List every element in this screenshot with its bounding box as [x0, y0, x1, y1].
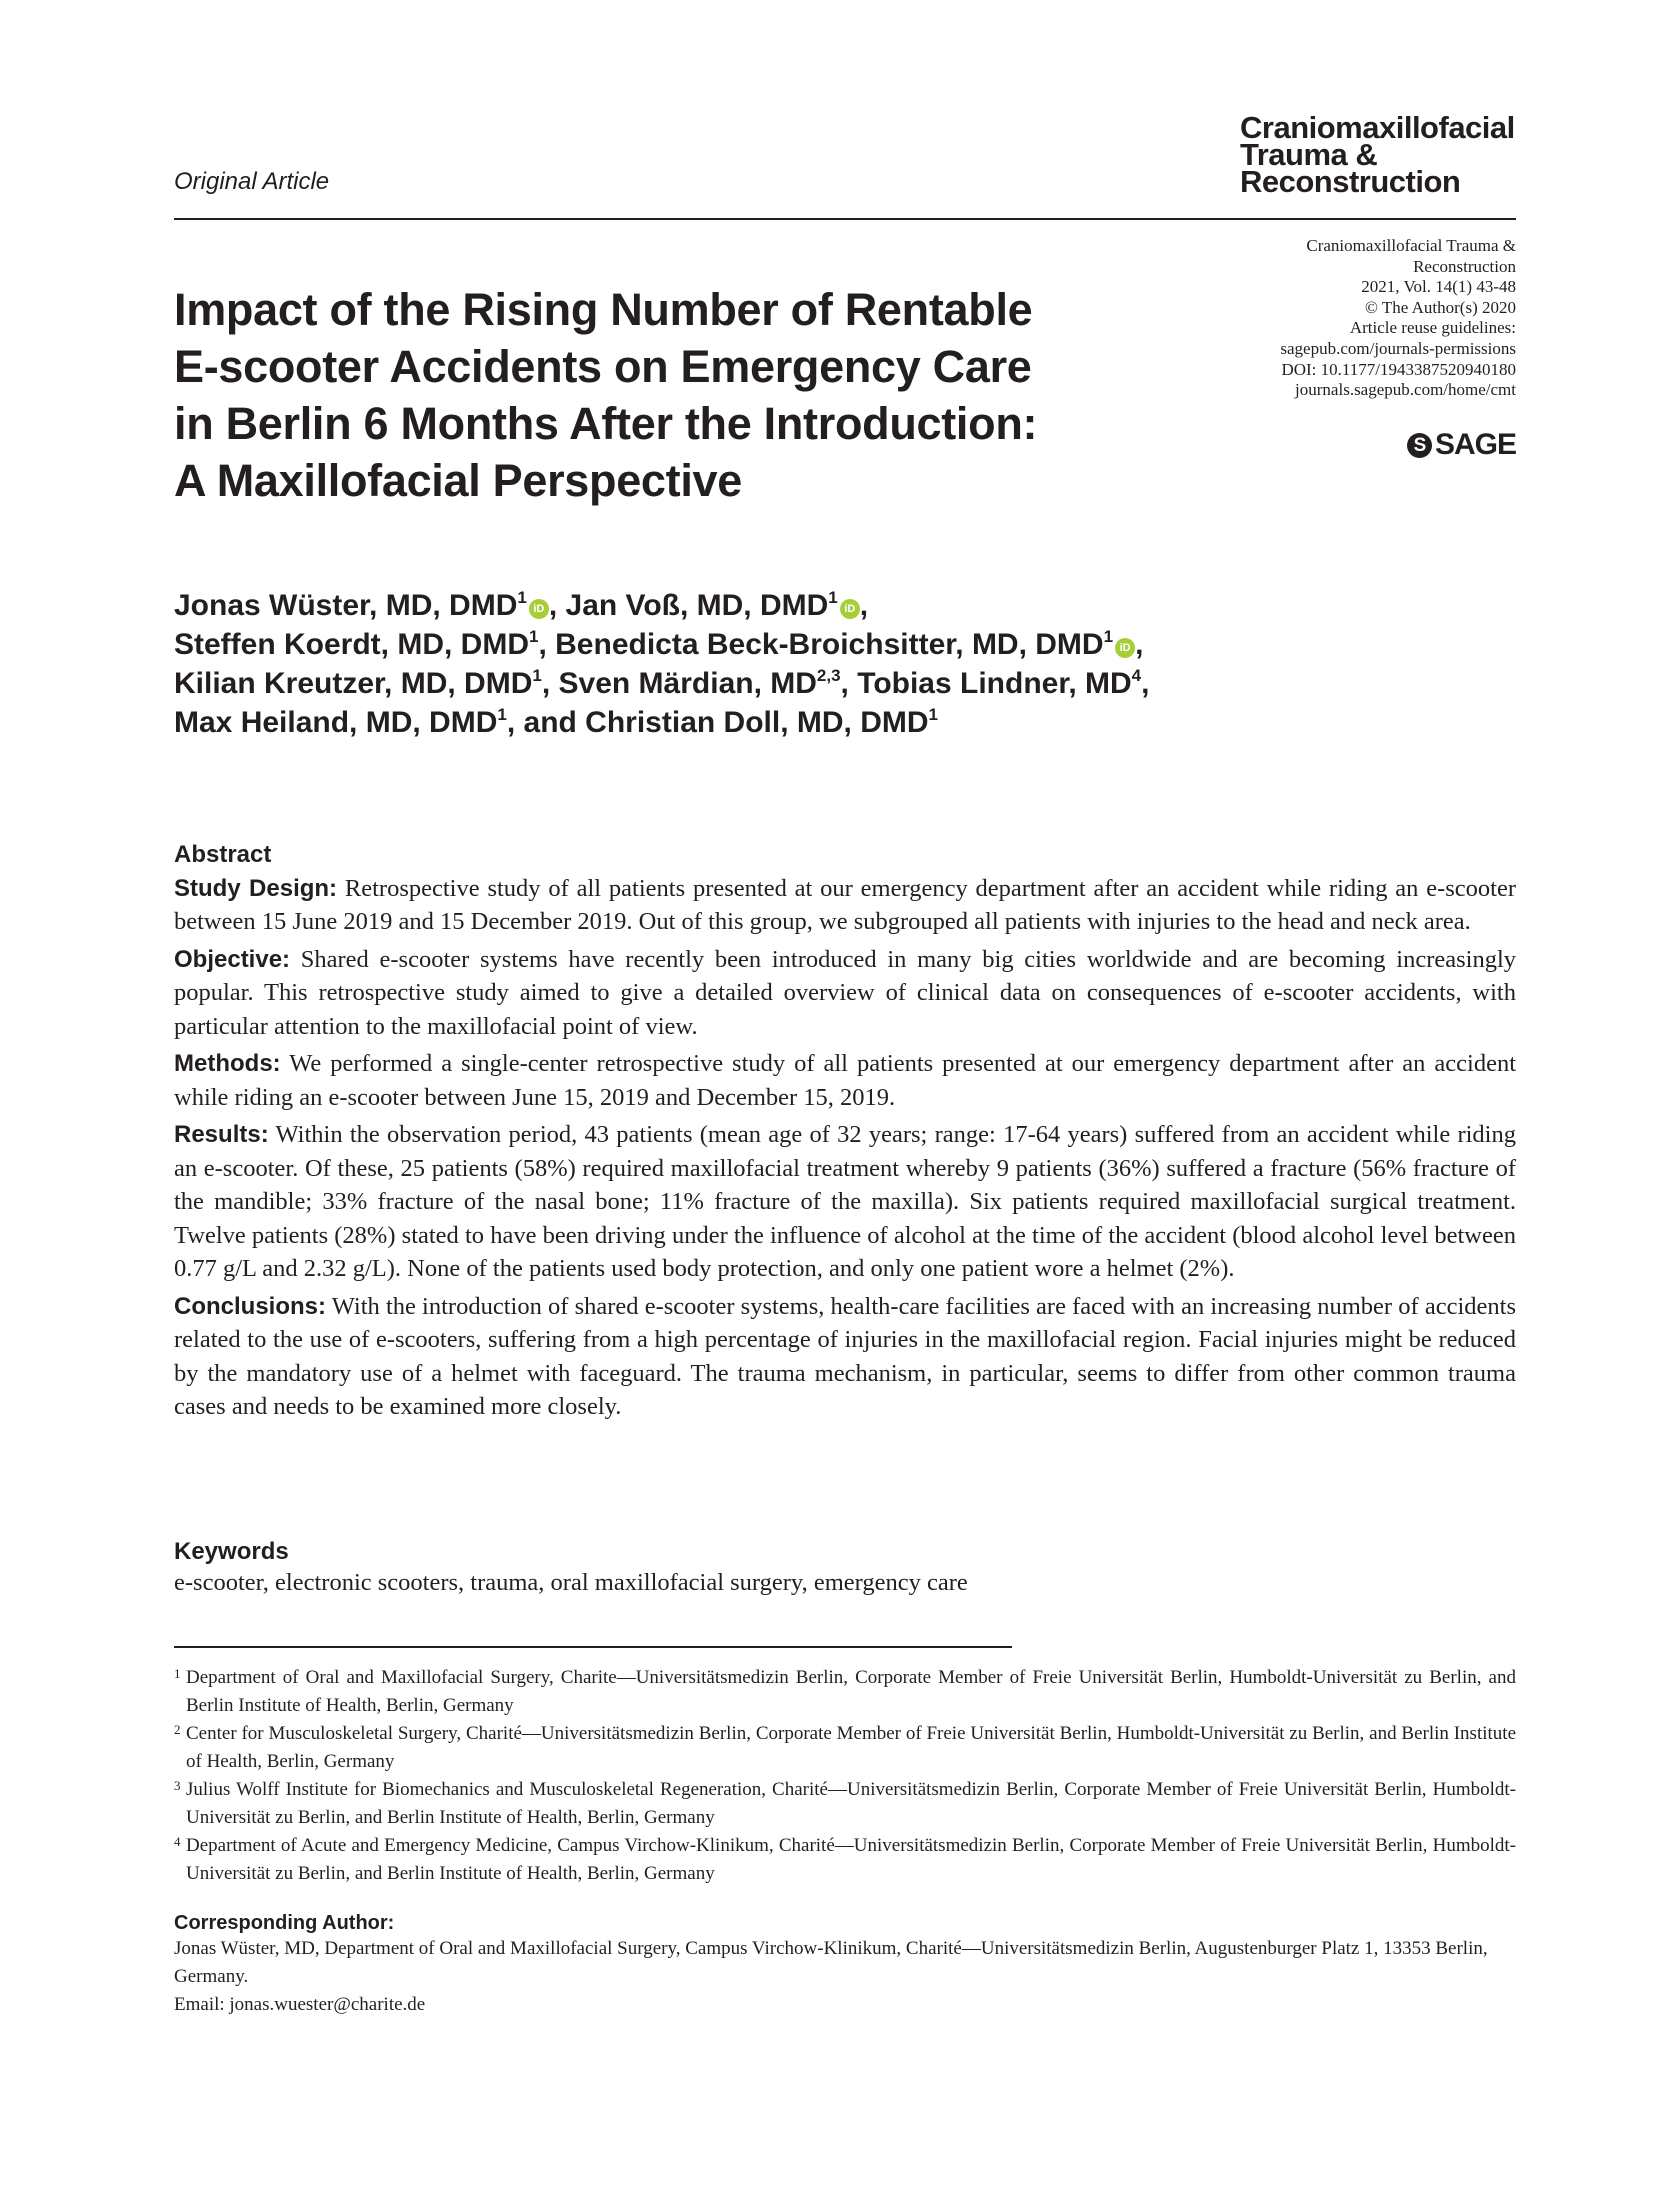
header-rule — [174, 218, 1516, 220]
affiliation-sup: 1 — [928, 705, 938, 724]
affiliation-sup: 1 — [517, 588, 527, 607]
publisher-logo — [1300, 428, 1516, 462]
abstract-label: Methods: — [174, 1050, 281, 1077]
affiliation-sup: 1 — [529, 627, 539, 646]
abstract-text: Shared e-scooter systems have recently been introduced in many big cities worldwide and are becoming increasingly popular. This retrospective study aimed to give a detailed overview of clinical data on consequences of e-scooter accidents, with particular attention to the maxillofacial point of view. — [174, 945, 1516, 1040]
affiliation-sup: 2,3 — [816, 666, 841, 685]
affiliation-text: Julius Wolff Institute for Biomechanics and Musculoskeletal Regeneration, Charité—Universitätsmedizin Berlin, Corporate Member of Freie Universität Berlin, Humboldt-Universität zu Berlin, and Berlin Institute of Health, Berlin, Germany — [186, 1779, 1516, 1828]
abstract-text: Retrospective study of all patients presented at our emergency department after an accident while riding an e-scooter between 15 June 2019 and 15 December 2019. Out of this group, we subgrouped all patients with injuries to the head and neck area. — [174, 874, 1517, 935]
author-name: , Benedicta Beck-Broichsitter, MD, DMD — [538, 628, 1104, 661]
author-name: Max Heiland, MD, DMD — [174, 706, 498, 739]
publisher-name: SAGE — [1434, 428, 1516, 461]
footnote-rule — [174, 1646, 1012, 1648]
author-name: Steffen Koerdt, MD, DMD — [174, 628, 529, 661]
journal-meta — [1160, 236, 1516, 401]
journal-logo-line: Reconstruction — [1240, 164, 1461, 199]
meta-line: Reconstruction — [1413, 256, 1516, 276]
corresponding-address: Jonas Wüster, MD, Department of Oral and Maxillofacial Surgery, Campus Virchow-Klinikum, Charité—Universitätsmedizin Berlin, Augustenburger Platz 1, 13353 Berlin, Germany. — [174, 1938, 1488, 1987]
article-title — [174, 281, 1174, 509]
journal-home-link[interactable]: journals.sagepub.com/home/cmt — [1295, 380, 1516, 400]
title-line: Impact of the Rising Number of Rentable — [174, 284, 1033, 335]
reuse-link[interactable]: sagepub.com/journals-permissions — [1280, 338, 1516, 358]
abstract-label: Objective: — [174, 945, 291, 973]
affiliation-number: 2 — [174, 1722, 181, 1737]
affiliation-sup: 1 — [532, 666, 542, 685]
sage-icon: S — [1407, 433, 1432, 458]
abstract-label: Conclusions: — [174, 1292, 327, 1320]
abstract-text: Within the observation period, 43 patients (mean age of 32 years; range: 17-64 years) suffered from an accident while riding an e-scooter. Of these, 25 patients (58%) required maxillofacial treatment whereby 9 patients (36%) suffered a fracture (56% fracture of the mandible; 33% fracture of the nasal bone; 11% fracture of the maxilla). Six patients required maxillofacial surgical treatment. Twelve patients (28%) stated to have been driving under the influence of alcohol at the time of the accident (blood alcohol level between 0.77 g/L and 2.32 g/L). None of the patients used body protection, and only one patient wore a helmet (2%). — [174, 1121, 1516, 1282]
section-label: Original Article — [174, 168, 330, 195]
affiliation-text: Department of Acute and Emergency Medicine, Campus Virchow-Klinikum, Charité—Universitätsmedizin Berlin, Corporate Member of Freie Universität Berlin, Humboldt-Universität zu Berlin, and Berlin Institute of Health, Berlin, Germany — [186, 1835, 1516, 1884]
author-name: , Tobias Lindner, MD — [840, 667, 1132, 700]
meta-line: Craniomaxillofacial Trauma & — [1306, 236, 1516, 255]
affiliation-number: 4 — [174, 1834, 181, 1849]
abstract-section — [174, 1047, 1516, 1114]
abstract-section — [174, 1290, 1516, 1424]
title-line: A Maxillofacial Perspective — [174, 455, 743, 506]
author-line: Jonas Wüster, MD, DMD$^1$iD , Jan Voß, MD, DMD$^1$iD , — [174, 588, 869, 622]
abstract-label: Results: — [174, 1121, 269, 1148]
title-line: E-scooter Accidents on Emergency Care — [174, 341, 1032, 392]
abstract — [174, 838, 1516, 1428]
affiliation-text: Department of Oral and Maxillofacial Surgery, Charite—Universitätsmedizin Berlin, Corporate Member of Freie Universität Berlin, Humboldt-Universität zu Berlin, and Berlin Institute of Health, Berlin, Germany — [186, 1667, 1516, 1716]
orcid-icon[interactable]: iD — [1115, 638, 1135, 658]
abstract-section — [174, 1118, 1516, 1286]
meta-line: 2021, Vol. 14(1) 43-48 — [1361, 277, 1516, 297]
abstract-section — [174, 943, 1516, 1044]
abstract-section — [174, 872, 1516, 939]
author-name: , and Christian Doll, MD, DMD — [506, 706, 929, 739]
author-name: Kilian Kreutzer, MD, DMD — [174, 667, 533, 700]
journal-logo-line: Trauma & — [1240, 137, 1378, 172]
author-line: Kilian Kreutzer, MD, DMD$^1$, Sven Märdian, MD$^{2,3}$, Tobias Lindner, $MD^4$, — [174, 666, 1150, 700]
corresponding-author — [174, 1912, 1516, 2019]
journal-logo — [1240, 110, 1515, 199]
affiliation-sup: 1 — [828, 588, 838, 607]
affiliation-number: 1 — [174, 1666, 181, 1681]
author-line: Steffen Koerdt, MD, DMD$^1$, Benedicta Beck-Broichsitter, MD, DMD$^1$iD , — [174, 627, 1144, 661]
affiliation-item — [174, 1776, 1516, 1832]
affiliation-item — [174, 1664, 1516, 1720]
author-name: Jonas Wüster, MD, DMD — [174, 589, 518, 622]
affiliation-text: Center for Musculoskeletal Surgery, Charité—Universitätsmedizin Berlin, Corporate Member of Freie Universität Berlin, Humboldt-Universität zu Berlin, and Berlin Institute of Health, Berlin, Germany — [186, 1723, 1516, 1772]
affiliation-item — [174, 1720, 1516, 1776]
author-list — [174, 586, 1374, 742]
corresponding-heading: Corresponding Author: — [174, 1912, 395, 1934]
abstract-text: We performed a single-center retrospective study of all patients presented at our emergency department after an accident while riding an e-scooter between June 15, 2019 and December 15, 2019. — [174, 1050, 1517, 1111]
keywords-text: e-scooter, electronic scooters, trauma, oral maxillofacial surgery, emergency care — [174, 1569, 968, 1596]
affiliations — [174, 1664, 1516, 1888]
abstract-text: With the introduction of shared e-scooter systems, health-care facilities are faced with an increasing number of accidents related to the use of e-scooters, suffering from a high percentage of injuries in the maxillofacial region. Facial injuries might be reduced by the mandatory use of a helmet with faceguard. The trauma mechanism, in particular, seems to differ from other common trauma cases and needs to be examined more closely. — [174, 1292, 1516, 1420]
affiliation-sup: 1 — [497, 705, 507, 724]
journal-logo-line: Craniomaxillofacial — [1240, 110, 1515, 145]
affiliation-item — [174, 1832, 1516, 1888]
doi-link[interactable]: DOI: 10.1177/1943387520940180 — [1281, 359, 1516, 379]
affiliation-sup: 1 — [1103, 627, 1114, 646]
title-line: in Berlin 6 Months After the Introduction: — [174, 398, 1038, 449]
keywords-heading: Keywords — [174, 1538, 289, 1565]
orcid-icon[interactable]: iD — [840, 599, 860, 619]
meta-line: © The Author(s) 2020 — [1365, 297, 1516, 317]
abstract-label: Study Design: — [174, 874, 338, 902]
author-name: , Jan Voß, MD, DMD — [548, 589, 829, 622]
abstract-heading: Abstract — [174, 841, 272, 868]
affiliation-sup: 4 — [1131, 666, 1142, 685]
orcid-icon[interactable]: iD — [529, 599, 549, 619]
author-line — [174, 703, 1374, 742]
author-name: , Sven Märdian, MD — [541, 667, 817, 700]
affiliation-number: 3 — [174, 1778, 181, 1793]
corresponding-email[interactable]: Email: jonas.wuester@charite.de — [174, 1994, 426, 2015]
meta-line: Article reuse guidelines: — [1349, 318, 1516, 338]
